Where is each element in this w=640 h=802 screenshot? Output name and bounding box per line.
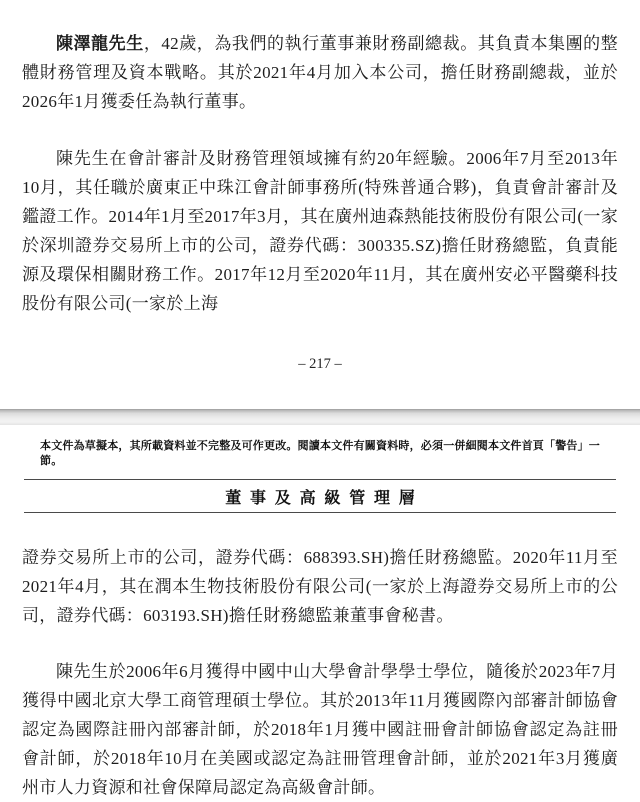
document-page	[0, 17, 640, 797]
page-separator-band	[0, 409, 640, 425]
prospectus-page-217-content	[0, 17, 640, 373]
heading-rule-bottom	[24, 512, 616, 513]
paragraph-qualifications: 陳先生於2006年6月獲得中國中山大學會計學學士學位，隨後於2023年7月獲得中國北京大學工商管理碩士學位。其於2013年11月獲國際內部審計師協會認定為國際註冊內部審計師，於2018年1月獲中國註冊會計師協會認定為註冊會計師，於2018年10月在美國或認定為註冊管理會計師，並於2021年3月獲廣州市人力資源和社會保障局認定為高級會計師。	[22, 662, 618, 797]
director-name: 陳澤龍先生	[56, 34, 144, 53]
paragraph-work-experience: 陳先生在會計審計及財務管理領域擁有約20年經驗。2006年7月至2013年10月，其任職於廣東正中珠江會計師事務所(特殊普通合夥)，負責會計審計及鑑證工作。2014年1月至2017年3月，其在廣州迪森熱能技術股份有限公司(一家於深圳證券交易所上市的公司，證券代碼：300335.SZ)擔任財務總監，負責能源及環保相關財務工作。2017年12月至2020年11月，其在廣州安必平醫藥科技股份有限公司(一家於上海	[22, 149, 618, 313]
section-heading: 董事及高級管理層	[225, 490, 424, 507]
page-number: – 217 –	[298, 356, 342, 372]
prospectus-page-218-content	[0, 439, 640, 802]
draft-disclaimer-text: 本文件為草擬本，其所載資料並不完整及可作更改。閱讀本文件有關資料時，必須一併細閱本文件首頁「警告」一節。	[40, 440, 600, 467]
paragraph-experience-continued: 證券交易所上市的公司，證券代碼：688393.SH)擔任財務總監。2020年11月至2021年4月，其在潤本生物技術股份有限公司(一家於上海證券交易所上市的公司，證券代碼：603193.SH)擔任財務總監兼董事會秘書。	[22, 548, 618, 625]
paragraph-director-intro	[22, 17, 618, 116]
paragraph-director-intro-text: ，42歲，為我們的執行董事兼財務副總裁。其負責本集團的整體財務管理及資本戰略。其於2021年4月加入本公司，擔任財務副總裁，並於2026年1月獲委任為執行董事。	[22, 34, 618, 111]
